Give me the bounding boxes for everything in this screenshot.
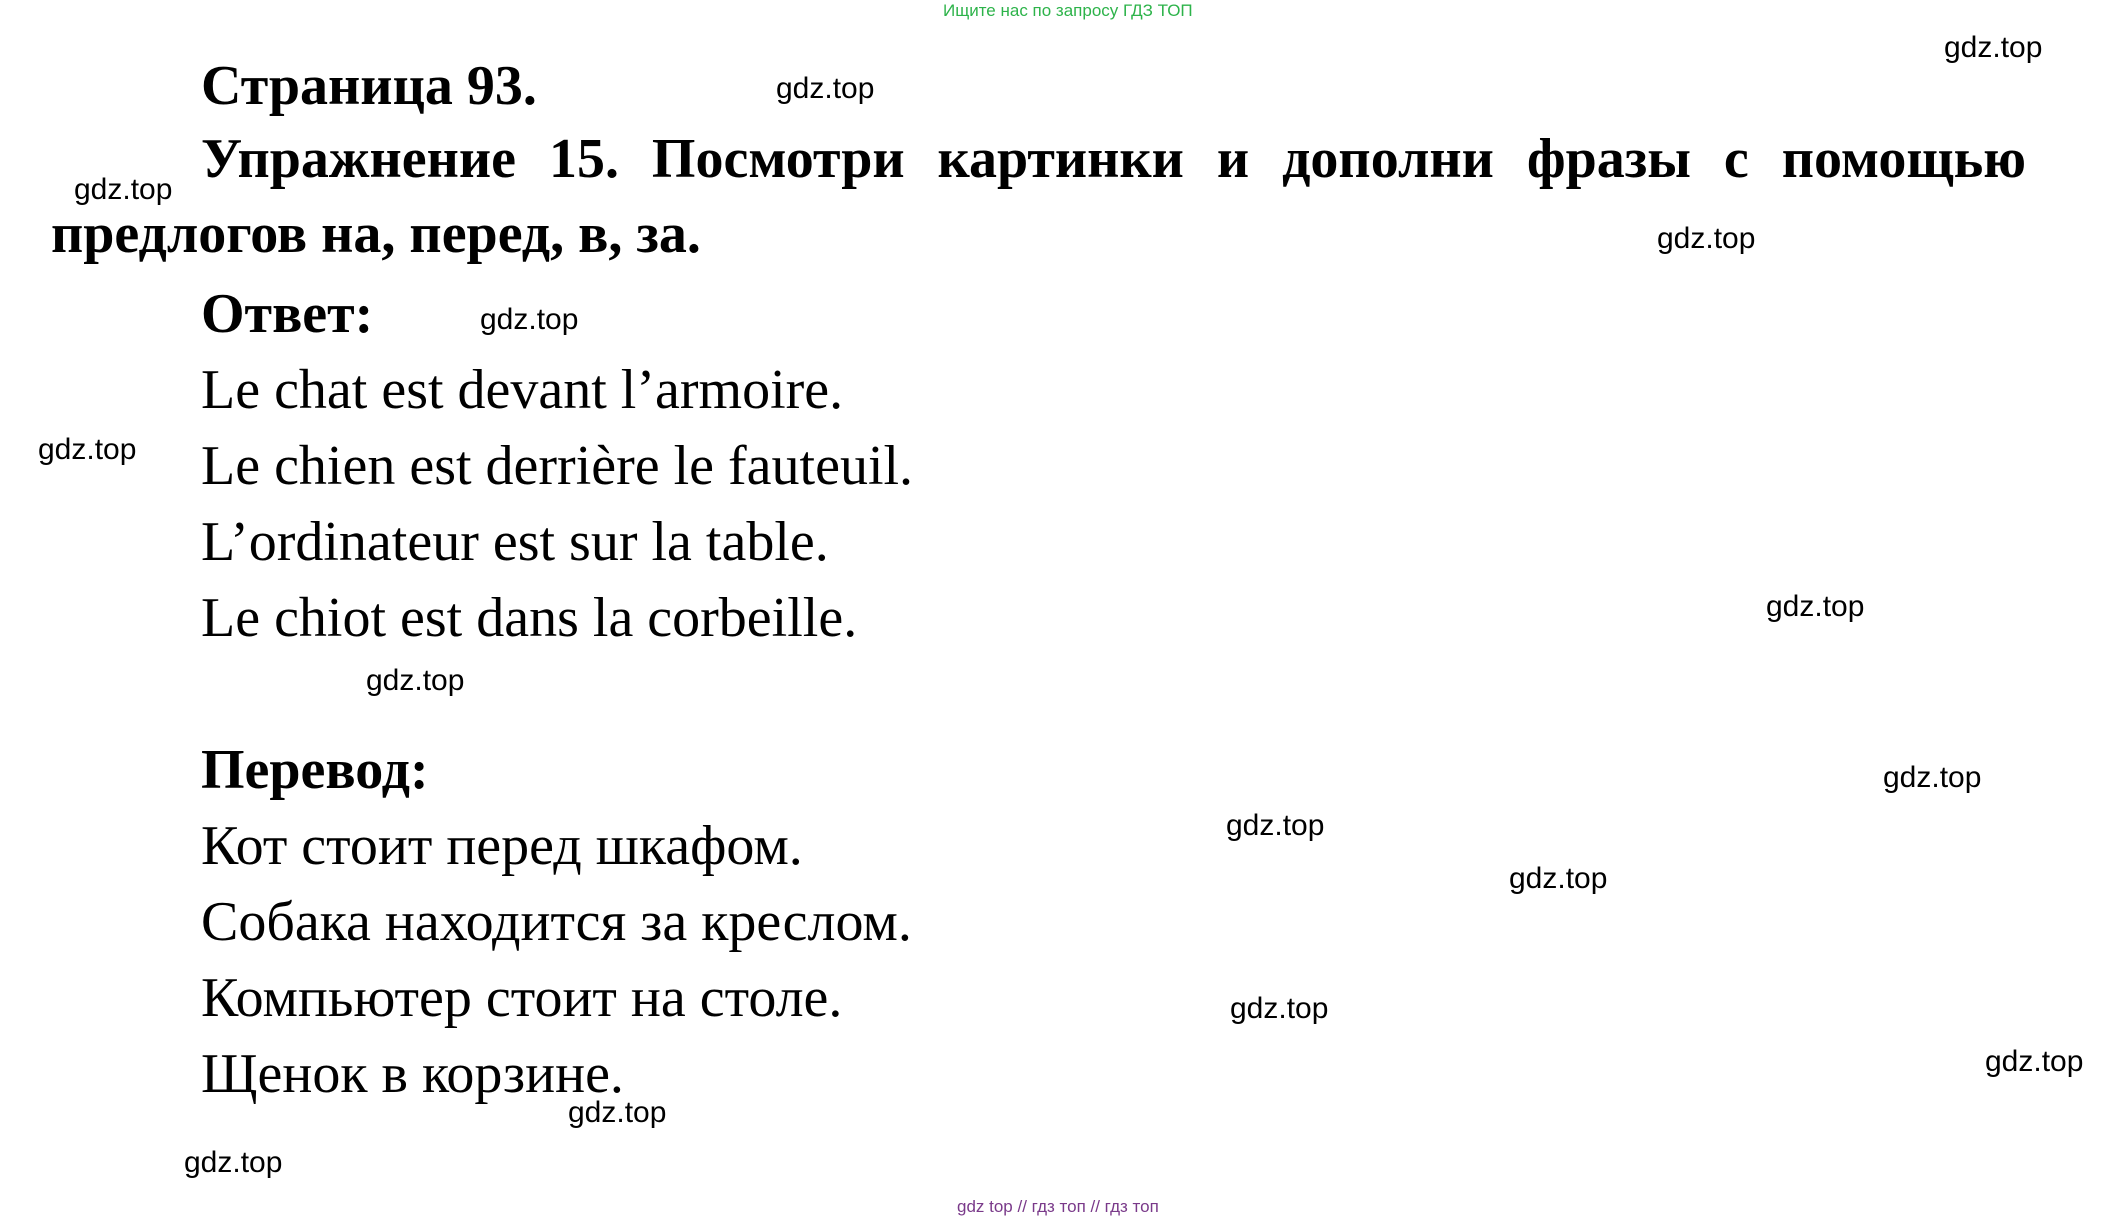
watermark: gdz.top — [1766, 590, 1865, 623]
answer-line: Le chat est devant l’armoire. — [201, 359, 844, 421]
top-banner: Ищите нас по запросу ГДЗ ТОП — [943, 1, 1193, 20]
answer-label: Ответ: — [201, 283, 374, 345]
answer-line: Le chien est derrière le fauteuil. — [201, 435, 914, 497]
watermark: gdz.top — [74, 173, 173, 206]
translation-line: Кот стоит перед шкафом. — [201, 815, 803, 877]
watermark: gdz.top — [1883, 761, 1982, 794]
watermark: gdz.top — [1657, 222, 1756, 255]
exercise-text: Упражнение 15. Посмотри картинки и дополни фразы с помощью предлогов на, перед, в, за. — [51, 128, 2026, 265]
watermark: gdz.top — [1944, 31, 2043, 64]
watermark: gdz.top — [38, 433, 137, 466]
watermark: gdz.top — [776, 72, 875, 105]
watermark: gdz.top — [184, 1146, 283, 1179]
watermark: gdz.top — [1226, 809, 1325, 842]
translation-line: Щенок в корзине. — [201, 1043, 624, 1105]
watermark: gdz.top — [1985, 1045, 2084, 1078]
translation-label: Перевод: — [201, 739, 429, 801]
answer-line: Le chiot est dans la corbeille. — [201, 587, 858, 649]
watermark: gdz.top — [1230, 992, 1329, 1025]
watermark: gdz.top — [1509, 862, 1608, 895]
bottom-banner: gdz top // гдз топ // гдз топ — [957, 1197, 1159, 1216]
page-title: Страница 93. — [201, 55, 537, 117]
translation-line: Собака находится за креслом. — [201, 891, 912, 953]
watermark: gdz.top — [366, 664, 465, 697]
watermark: gdz.top — [480, 303, 579, 336]
translation-line: Компьютер стоит на столе. — [201, 967, 843, 1029]
watermark: gdz.top — [568, 1096, 667, 1129]
answer-line: L’ordinateur est sur la table. — [201, 511, 829, 573]
